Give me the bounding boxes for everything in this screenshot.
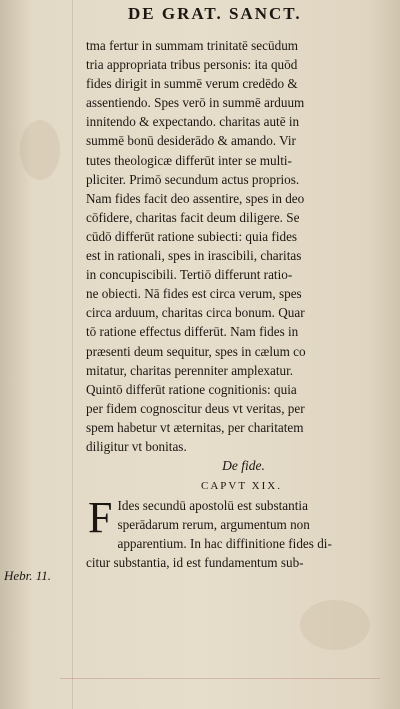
text-line: Quintō differūt ratione cognitionis: quia bbox=[86, 381, 297, 397]
section-subheading: De fide. bbox=[222, 458, 265, 474]
text-line: cūdō differūt ratione subiecti: quia fides bbox=[86, 228, 298, 244]
text-line: tutes theologicæ differūt inter se multi- bbox=[86, 152, 292, 168]
text-line: circa arduum, charitas circa bonum. Quar bbox=[86, 305, 305, 321]
text-line: diligitur vt bonitas. bbox=[86, 438, 187, 454]
text-line: in concupiscibili. Tertiō differunt ratio- bbox=[86, 267, 293, 283]
text-line: fides dirigit in summē verum credēdo & bbox=[86, 76, 298, 92]
text-line: Ides secundū apostolū est substantia bbox=[117, 498, 308, 514]
text-line: pliciter. Primō secundum actus proprios. bbox=[86, 171, 300, 187]
text-line: tria appropriata tribus personis: ita quōd bbox=[86, 57, 298, 73]
chapter-body bbox=[86, 493, 391, 572]
text-line: mitatur, charitas perenniter amplexatur. bbox=[86, 362, 294, 378]
paper-stain bbox=[300, 600, 370, 650]
text-line: cōfidere, charitas facit deum diligere. Se bbox=[86, 209, 300, 225]
chapter-heading: CAPVT XIX. bbox=[201, 480, 282, 493]
text-line: tma fertur in summam trinitatē secūdum bbox=[86, 38, 299, 53]
body-paragraph bbox=[86, 36, 391, 456]
text-column bbox=[86, 36, 391, 572]
text-line: per fidem cognoscitur deus vt veritas, per bbox=[86, 400, 305, 416]
margin-note: Hebr. 11. bbox=[4, 568, 52, 583]
text-line: sperādarum rerum, argumentum non bbox=[117, 517, 310, 533]
text-line: assentiendo. Spes verō in summē arduum bbox=[86, 95, 305, 111]
drop-cap: F bbox=[88, 493, 113, 543]
text-line: præsenti deum sequitur, spes in cælum co bbox=[86, 343, 306, 359]
text-line: spem habetur vt æternitas, per charitatem bbox=[86, 419, 304, 435]
page-gutter bbox=[72, 0, 73, 709]
text-line: Nam fides facit deo assentire, spes in deo bbox=[86, 190, 305, 206]
text-line: ne obiecti. Nā fides est circa verum, spes bbox=[86, 286, 302, 302]
page-rule bbox=[60, 678, 380, 679]
text-line: tō ratione effectus differūt. Nam fides in bbox=[86, 324, 299, 340]
text-line: innitendo & expectando. charitas autē in bbox=[86, 114, 300, 130]
text-line: citur substantia, id est fundamentum sub- bbox=[86, 555, 304, 571]
running-header: DE GRAT. SANCT. bbox=[128, 4, 302, 23]
text-line: apparentium. In hac diffinitione fides di- bbox=[117, 536, 332, 552]
text-line: summē bonū desiderādo & amando. Vir bbox=[86, 133, 296, 149]
text-line: est in rationali, spes in irascibili, charitas bbox=[86, 248, 302, 264]
chapter-text bbox=[86, 493, 391, 572]
paper-stain bbox=[20, 120, 60, 180]
